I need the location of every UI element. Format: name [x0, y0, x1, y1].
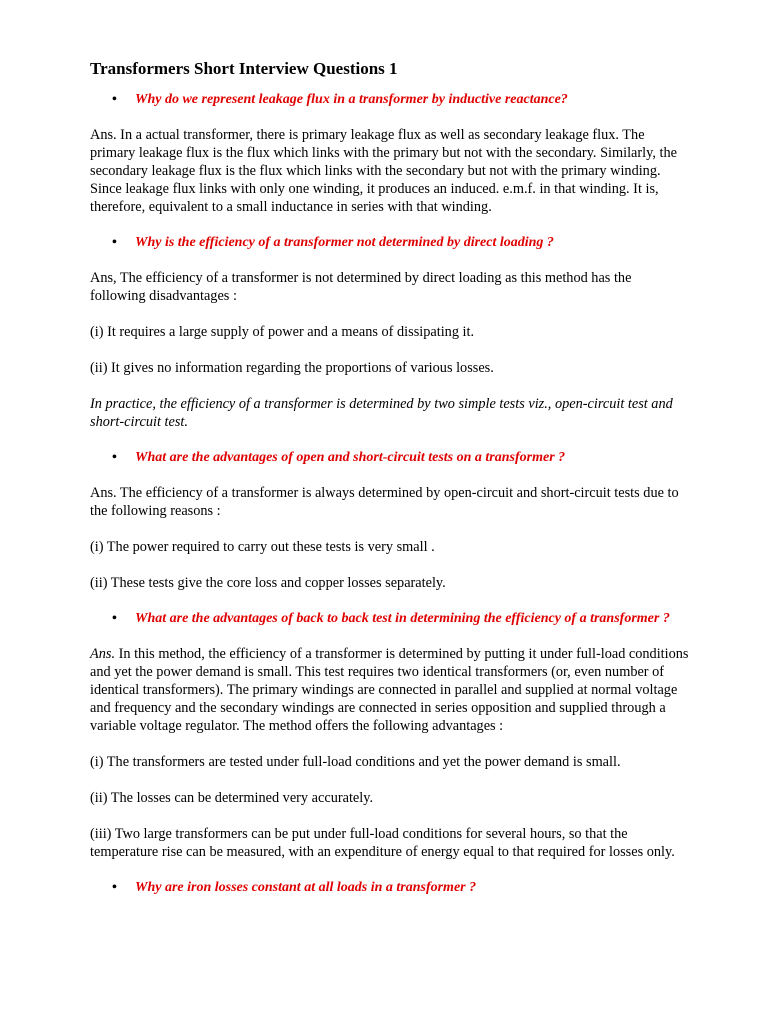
question-text: Why are iron losses constant at all loads in a transformer ? — [135, 880, 477, 895]
document-page — [90, 58, 690, 914]
question-4 — [90, 610, 690, 628]
question-1 — [90, 91, 690, 109]
answer-paragraph: Ans. In a actual transformer, there is primary leakage flux as well as secondary leakage flux. The primary leakage flux is the flux which links with the primary but not with the secondary. Similarly, the secondary leakage flux is the flux which links with the secondary but not with the primary winding. Since leakage flux links with only one winding, it produces an induced. e.m.f. in that winding. It is, therefore, equivalent to a small inductance in series with that winding. — [90, 127, 677, 215]
answer-paragraph: Ans. The efficiency of a transformer is always determined by open-circuit and short-circuit tests due to the following reasons : — [90, 485, 679, 519]
answer-point: (iii) Two large transformers can be put under full-load conditions for several hours, so that the temperature rise can be measured, with an expenditure of energy equal to that required for losses only. — [90, 826, 675, 860]
answer-body: In this method, the efficiency of a transformer is determined by putting it under full-load conditions and yet the power demand is small. This test requires two identical transformers (or, even number of identical transformers). The primary windings are connected in parallel and supplied at normal voltage and frequency and the secondary windings are connected in series opposition and supplied through a variable voltage regulator. The method offers the following advantages : — [90, 646, 689, 734]
answer-point: (ii) These tests give the core loss and copper losses separately. — [90, 575, 446, 591]
bullet-icon: • — [112, 450, 117, 465]
bullet-icon: • — [112, 92, 117, 107]
question-text: What are the advantages of back to back test in determining the efficiency of a transformer ? — [135, 611, 670, 626]
answer-prefix: Ans. — [90, 646, 116, 662]
question-3 — [90, 449, 690, 467]
answer-note: In practice, the efficiency of a transformer is determined by two simple tests viz., open-circuit test and short-circuit test. — [90, 396, 673, 430]
answer-point: (i) It requires a large supply of power and a means of dissipating it. — [90, 324, 475, 340]
question-text: Why do we represent leakage flux in a transformer by inductive reactance? — [135, 92, 568, 107]
answer-point: (ii) The losses can be determined very accurately. — [90, 790, 374, 806]
question-text: What are the advantages of open and short-circuit tests on a transformer ? — [135, 450, 566, 465]
bullet-icon: • — [112, 880, 117, 895]
answer-point: (ii) It gives no information regarding the proportions of various losses. — [90, 360, 494, 376]
page-title: Transformers Short Interview Questions 1 — [90, 59, 398, 78]
bullet-icon: • — [112, 235, 117, 250]
answer-paragraph: Ans, The efficiency of a transformer is not determined by direct loading as this method has the following disadvantages : — [90, 270, 632, 304]
answer-point: (i) The power required to carry out these tests is very small . — [90, 539, 435, 555]
bullet-icon: • — [112, 611, 117, 626]
question-5 — [90, 879, 690, 897]
answer-point: (i) The transformers are tested under full-load conditions and yet the power demand is small. — [90, 754, 621, 770]
answer-paragraph — [90, 645, 690, 735]
question-text: Why is the efficiency of a transformer not determined by direct loading ? — [135, 235, 554, 250]
question-2 — [90, 234, 690, 252]
